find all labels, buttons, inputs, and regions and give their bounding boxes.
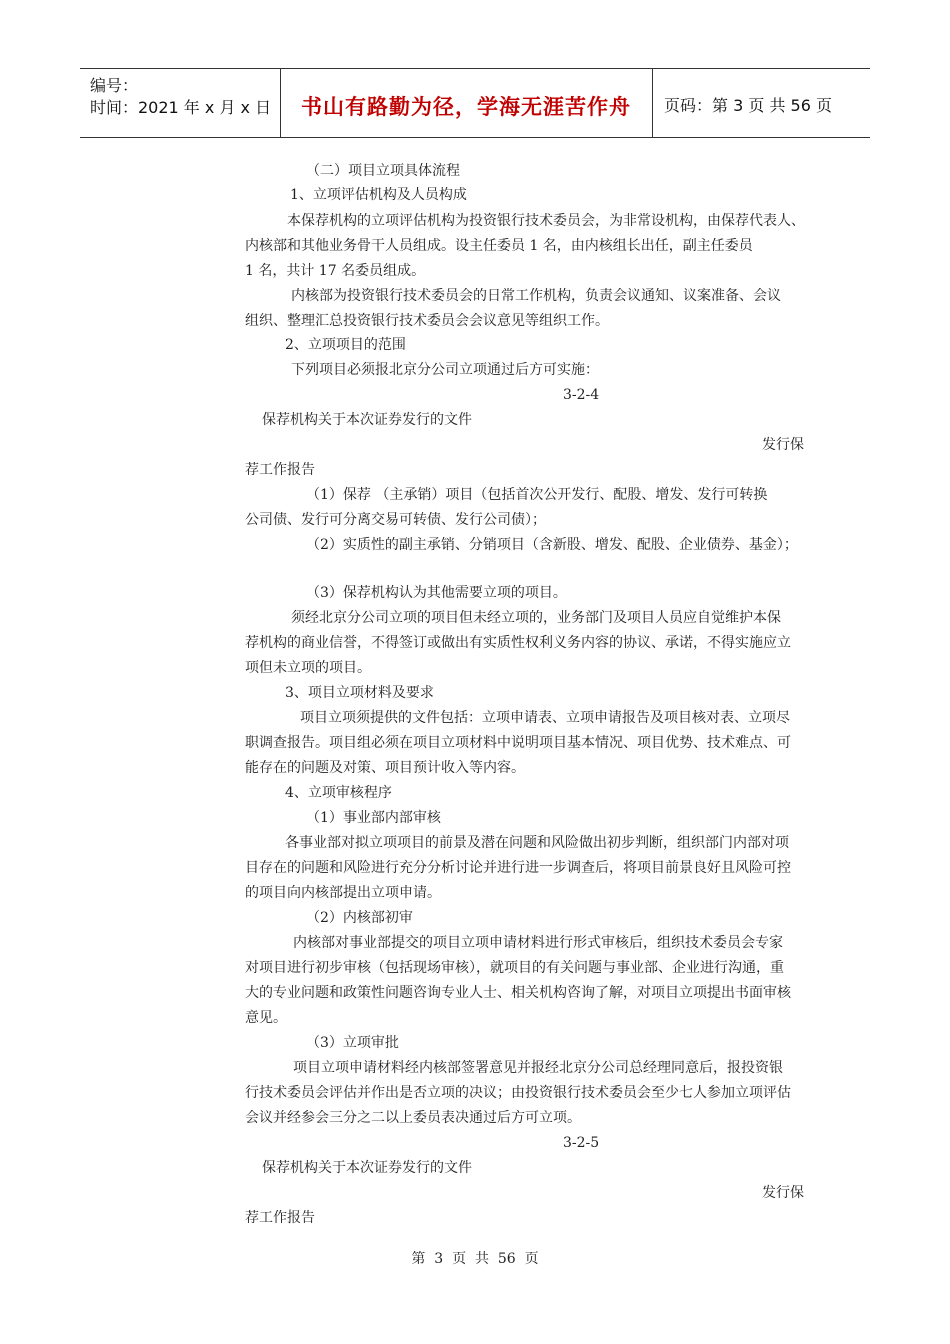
paragraph-line: 组织、整理汇总投资银行技术委员会会议意见等组织工作。 [245, 313, 609, 329]
list-item: （1）保荐 （主承销）项目（包括首次公开发行、配股、增发、发行可转换 [306, 487, 768, 503]
running-title-continued: 荐工作报告 [245, 462, 315, 478]
page-code: 3-2-5 [563, 1135, 600, 1151]
subsection-heading: 3、项目立项材料及要求 [285, 685, 434, 701]
header-page-number: 页码：第 3 页 共 56 页 [664, 96, 832, 115]
paragraph-line: 荐机构的商业信誉，不得签订或做出有实质性权利义务内容的协议、承诺，不得实施应立 [245, 635, 791, 651]
document-time: 时间：2021 年 x 月 x 日 [90, 98, 272, 117]
list-item: （2）内核部初审 [306, 910, 413, 926]
list-item: （3）保荐机构认为其他需要立项的项目。 [306, 585, 567, 601]
running-title: 保荐机构关于本次证券发行的文件 [262, 1160, 472, 1176]
paragraph-line: 1 名，共计 17 名委员组成。 [245, 263, 426, 279]
running-title: 保荐机构关于本次证券发行的文件 [262, 412, 472, 428]
paragraph-line: 内核部为投资银行技术委员会的日常工作机构，负责会议通知、议案准备、会议 [291, 288, 781, 304]
page-footer: 第 3 页 共 56 页 [411, 1251, 539, 1267]
paragraph-line: 下列项目必须报北京分公司立项通过后方可实施： [291, 362, 599, 378]
paragraph-line: 能存在的问题及对策、项目预计收入等内容。 [245, 760, 525, 776]
header-motto: 书山有路勤为径，学海无涯苦作舟 [301, 95, 631, 119]
list-item: （3）立项审批 [306, 1035, 399, 1051]
list-item: （2）实质性的副主承销、分销项目（含新股、增发、配股、企业债券、基金）； [306, 537, 798, 553]
subsection-heading: 4、立项审核程序 [285, 785, 392, 801]
paragraph-line: 项但未立项的项目。 [245, 660, 371, 676]
running-title-right: 发行保 [762, 1185, 804, 1201]
paragraph-line: 大的专业问题和政策性问题咨询专业人士、相关机构咨询了解，对项目立项提出书面审核 [245, 985, 791, 1001]
document-number: 编号： [90, 76, 139, 95]
list-item: （1）事业部内部审核 [306, 810, 441, 826]
paragraph-line: 本保荐机构的立项评估机构为投资银行技术委员会，为非常设机构，由保荐代表人、 [287, 213, 805, 229]
paragraph-line: 内核部和其他业务骨干人员组成。设主任委员 1 名，由内核组长出任，副主任委员 [245, 238, 753, 254]
header-page-cell [652, 69, 870, 137]
paragraph-line: 职调查报告。项目组必须在项目立项材料中说明项目基本情况、项目优势、技术难点、可 [245, 735, 791, 751]
paragraph-line: 的项目向内核部提出立项申请。 [245, 885, 441, 901]
paragraph-line: 目存在的问题和风险进行充分分析讨论并进行进一步调查后，将项目前景良好且风险可控 [245, 860, 791, 876]
subsection-heading: 2、立项项目的范围 [285, 337, 406, 353]
paragraph-line: 项目立项须提供的文件包括：立项申请表、立项申请报告及项目核对表、立项尽 [300, 710, 790, 726]
paragraph-line: 行技术委员会评估并作出是否立项的决议；由投资银行技术委员会至少七人参加立项评估 [245, 1085, 791, 1101]
paragraph-line: 项目立项申请材料经内核部签署意见并报经北京分公司总经理同意后，报投资银 [293, 1060, 783, 1076]
paragraph-line: 须经北京分公司立项的项目但未经立项的，业务部门及项目人员应自觉维护本保 [291, 610, 781, 626]
running-title-continued: 荐工作报告 [245, 1210, 315, 1226]
list-item-continued: 公司债、发行可分离交易可转债、发行公司债）； [245, 512, 546, 528]
section-heading: （二）项目立项具体流程 [306, 163, 460, 179]
header-motto-cell [280, 69, 653, 137]
subsection-heading: 1、立项评估机构及人员构成 [290, 187, 467, 203]
header-info-cell [80, 69, 281, 137]
paragraph-line: 意见。 [245, 1010, 287, 1026]
page-header [80, 68, 870, 138]
paragraph-line: 各事业部对拟立项项目的前景及潜在问题和风险做出初步判断，组织部门内部对项 [285, 835, 789, 851]
paragraph-line: 会议并经参会三分之二以上委员表决通过后方可立项。 [245, 1110, 581, 1126]
running-title-right: 发行保 [762, 437, 804, 453]
paragraph-line: 对项目进行初步审核（包括现场审核），就项目的有关问题与事业部、企业进行沟通，重 [245, 960, 784, 976]
page-code: 3-2-4 [563, 387, 600, 403]
paragraph-line: 内核部对事业部提交的项目立项申请材料进行形式审核后，组织技术委员会专家 [293, 935, 783, 951]
